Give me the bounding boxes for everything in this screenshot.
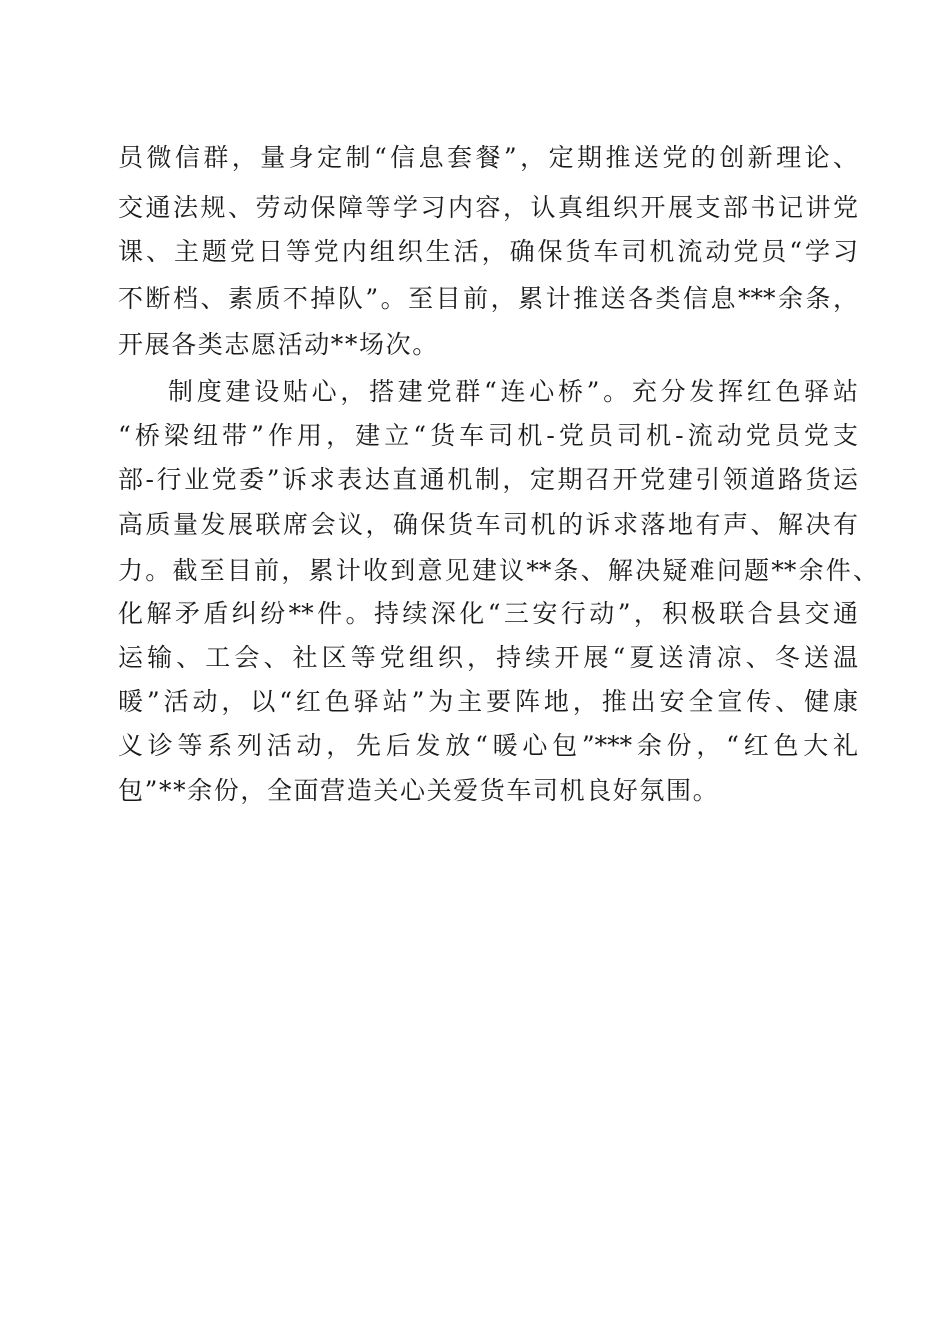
text-line: 员微信群，量身定制“信息套餐”，定期推送党的创新理论、	[118, 143, 858, 172]
text-line: “桥梁纽带”作用，建立“货车司机-党员司机-流动党员党支	[118, 421, 858, 450]
text-line: 力。截至目前，累计收到意见建议**条、解决疑难问题**余件、	[118, 556, 878, 585]
text-line: 开展各类志愿活动**场次。	[118, 330, 439, 359]
text-line: 部-行业党委”诉求表达直通机制，定期召开党建引领道路货运	[118, 465, 858, 494]
text-line: 义诊等系列活动，先后发放“暖心包”***余份，“红色大礼	[118, 731, 858, 760]
text-line: 运输、工会、社区等党组织，持续开展“夏送清凉、冬送温	[118, 643, 858, 672]
text-line: 包”**余份，全面营造关心关爱货车司机良好氛围。	[118, 776, 720, 805]
text-line: 制度建设贴心，搭建党群“连心桥”。充分发挥红色驿站	[168, 377, 858, 406]
text-line: 化解矛盾纠纷**件。持续深化“三安行动”，积极联合县交通	[118, 599, 858, 628]
text-line: 暖”活动，以“红色驿站”为主要阵地，推出安全宣传、健康	[118, 687, 858, 716]
text-line: 高质量发展联席会议，确保货车司机的诉求落地有声、解决有	[118, 510, 858, 539]
text-line: 交通法规、劳动保障等学习内容，认真组织开展支部书记讲党	[118, 193, 858, 222]
text-line: 不断档、素质不掉队”。至目前，累计推送各类信息***余条，	[118, 284, 858, 313]
text-line: 课、主题党日等党内组织生活，确保货车司机流动党员“学习	[118, 237, 858, 266]
